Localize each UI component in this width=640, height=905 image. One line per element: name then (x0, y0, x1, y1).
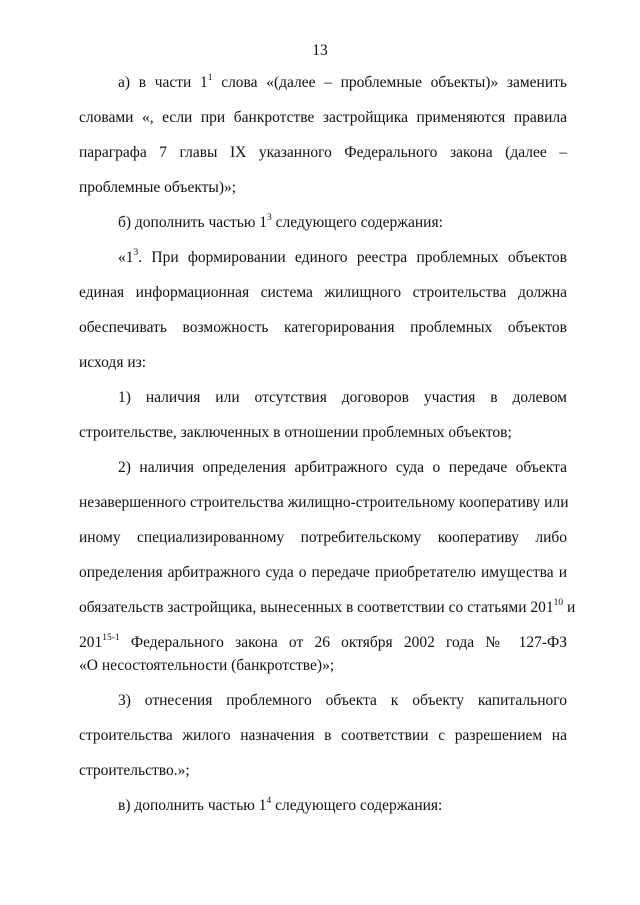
text-line: 3) отнесения проблемного объекта к объекту капитального (118, 692, 567, 709)
text-line: единая информационная система жилищного строительства должна (79, 284, 567, 301)
text-line: исходя из: (79, 354, 147, 371)
text-line: определения арбитражного суда о передаче приобретателю имущества и (79, 564, 567, 581)
text-line: обеспечивать возможность категорирования проблемных объектов (79, 319, 567, 336)
text-line: 201$^{15-1}$ Федерального закона от 26 октября 2002 года № 127-ФЗ (79, 632, 567, 651)
text-line: обязательств застройщика, вынесенных в соответствии со статьями $201^{10}$ и (79, 597, 576, 616)
text-line: 2) наличия определения арбитражного суда о передаче объекта (118, 459, 567, 476)
text-line: 1) наличия или отсутствия договоров участия в долевом (118, 389, 567, 406)
text-line: а) в части $1^1$ слова «(далее – проблемные объекты)» заменить (118, 72, 567, 91)
text-line: «$1^3$. При формировании единого реестра проблемных объектов (118, 247, 567, 266)
text-line: иному специализированному потребительскому кооперативу либо (79, 529, 567, 546)
text-line: незавершенного строительства жилищно-строительному кооперативу или (79, 494, 569, 511)
text-line: «О несостоятельности (банкротстве)»; (79, 657, 335, 674)
text-line: словами «, если при банкротстве застройщика применяются правила (79, 109, 567, 126)
text-line: строительстве, заключенных в отношении проблемных объектов; (79, 424, 512, 441)
page-number: 13 (312, 42, 328, 59)
text-line: строительство.»; (79, 762, 190, 779)
text-line: параграфа 7 главы IX указанного Федерального закона (далее – (79, 144, 567, 161)
text-line: строительства жилого назначения в соответствии с разрешением на (79, 727, 567, 744)
text-line: б) дополнить частью $1^3$ следующего содержания: (118, 212, 443, 231)
text-line: проблемные объекты)»; (79, 179, 237, 196)
text-line: в) дополнить частью $1^4$ следующего содержания: (118, 795, 443, 814)
